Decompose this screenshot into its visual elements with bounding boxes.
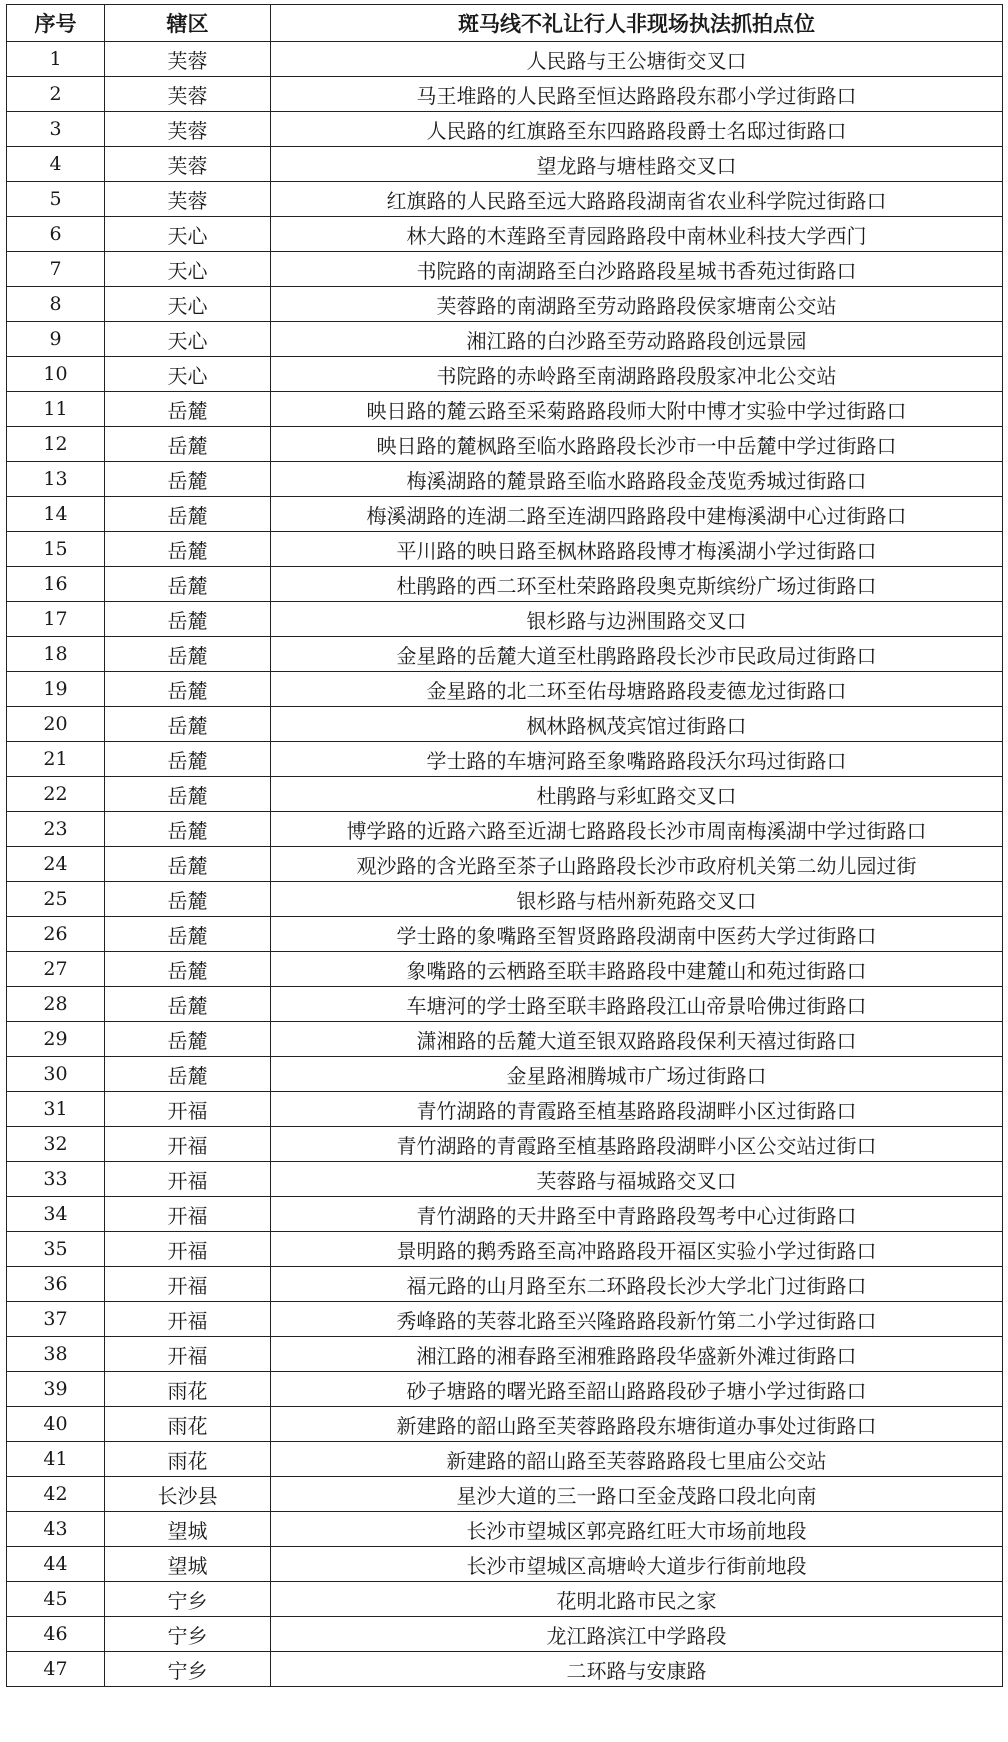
row-serial-number: 17 bbox=[7, 602, 105, 637]
row-district: 岳麓 bbox=[105, 742, 271, 777]
row-serial-number: 15 bbox=[7, 532, 105, 567]
row-district: 芙蓉 bbox=[105, 42, 271, 77]
row-district: 天心 bbox=[105, 252, 271, 287]
row-location: 青竹湖路的青霞路至植基路路段湖畔小区公交站过街口 bbox=[271, 1127, 1003, 1162]
row-serial-number: 28 bbox=[7, 987, 105, 1022]
table-row bbox=[7, 812, 1003, 847]
row-location: 长沙市望城区高塘岭大道步行街前地段 bbox=[271, 1547, 1003, 1582]
table-row bbox=[7, 777, 1003, 812]
row-district: 岳麓 bbox=[105, 707, 271, 742]
row-district: 开福 bbox=[105, 1127, 271, 1162]
row-district: 开福 bbox=[105, 1197, 271, 1232]
table-row bbox=[7, 847, 1003, 882]
row-serial-number: 4 bbox=[7, 147, 105, 182]
row-district: 开福 bbox=[105, 1302, 271, 1337]
row-district: 岳麓 bbox=[105, 567, 271, 602]
row-district: 开福 bbox=[105, 1092, 271, 1127]
row-district: 宁乡 bbox=[105, 1617, 271, 1652]
row-location: 银杉路与边洲围路交叉口 bbox=[271, 602, 1003, 637]
row-location: 象嘴路的云栖路至联丰路路段中建麓山和苑过街路口 bbox=[271, 952, 1003, 987]
row-serial-number: 19 bbox=[7, 672, 105, 707]
row-district: 岳麓 bbox=[105, 672, 271, 707]
row-district: 岳麓 bbox=[105, 497, 271, 532]
table-row bbox=[7, 1267, 1003, 1302]
table-row bbox=[7, 1512, 1003, 1547]
row-serial-number: 41 bbox=[7, 1442, 105, 1477]
row-serial-number: 1 bbox=[7, 42, 105, 77]
row-district: 天心 bbox=[105, 322, 271, 357]
table-row bbox=[7, 322, 1003, 357]
row-district: 宁乡 bbox=[105, 1652, 271, 1687]
row-location: 新建路的韶山路至芙蓉路路段东塘街道办事处过街路口 bbox=[271, 1407, 1003, 1442]
row-district: 开福 bbox=[105, 1337, 271, 1372]
row-serial-number: 45 bbox=[7, 1582, 105, 1617]
row-district: 岳麓 bbox=[105, 952, 271, 987]
row-location: 映日路的麓云路至采菊路路段师大附中博才实验中学过街路口 bbox=[271, 392, 1003, 427]
row-location: 望龙路与塘桂路交叉口 bbox=[271, 147, 1003, 182]
row-location: 杜鹃路与彩虹路交叉口 bbox=[271, 777, 1003, 812]
row-serial-number: 26 bbox=[7, 917, 105, 952]
row-location: 砂子塘路的曙光路至韶山路路段砂子塘小学过街路口 bbox=[271, 1372, 1003, 1407]
row-location: 人民路的红旗路至东四路路段爵士名邸过街路口 bbox=[271, 112, 1003, 147]
row-district: 芙蓉 bbox=[105, 112, 271, 147]
row-serial-number: 43 bbox=[7, 1512, 105, 1547]
table-row bbox=[7, 392, 1003, 427]
row-serial-number: 7 bbox=[7, 252, 105, 287]
row-location: 博学路的近路六路至近湖七路路段长沙市周南梅溪湖中学过街路口 bbox=[271, 812, 1003, 847]
table-row bbox=[7, 182, 1003, 217]
row-serial-number: 5 bbox=[7, 182, 105, 217]
table-row bbox=[7, 497, 1003, 532]
row-location: 梅溪湖路的连湖二路至连湖四路路段中建梅溪湖中心过街路口 bbox=[271, 497, 1003, 532]
row-district: 天心 bbox=[105, 287, 271, 322]
row-district: 岳麓 bbox=[105, 812, 271, 847]
row-serial-number: 33 bbox=[7, 1162, 105, 1197]
row-district: 长沙县 bbox=[105, 1477, 271, 1512]
row-serial-number: 31 bbox=[7, 1092, 105, 1127]
table-row bbox=[7, 287, 1003, 322]
row-serial-number: 34 bbox=[7, 1197, 105, 1232]
table-header bbox=[7, 5, 1003, 42]
row-location: 金星路的岳麓大道至杜鹃路路段长沙市民政局过街路口 bbox=[271, 637, 1003, 672]
table-row bbox=[7, 532, 1003, 567]
row-location: 学士路的象嘴路至智贤路路段湖南中医药大学过街路口 bbox=[271, 917, 1003, 952]
row-location: 金星路湘腾城市广场过街路口 bbox=[271, 1057, 1003, 1092]
table-row bbox=[7, 1652, 1003, 1687]
row-location: 枫林路枫茂宾馆过街路口 bbox=[271, 707, 1003, 742]
row-location: 银杉路与桔州新苑路交叉口 bbox=[271, 882, 1003, 917]
row-district: 岳麓 bbox=[105, 462, 271, 497]
row-location: 长沙市望城区郭亮路红旺大市场前地段 bbox=[271, 1512, 1003, 1547]
row-location: 景明路的鹅秀路至高冲路路段开福区实验小学过街路口 bbox=[271, 1232, 1003, 1267]
row-location: 潇湘路的岳麓大道至银双路路段保利天禧过街路口 bbox=[271, 1022, 1003, 1057]
row-district: 岳麓 bbox=[105, 637, 271, 672]
row-serial-number: 6 bbox=[7, 217, 105, 252]
row-location: 湘江路的白沙路至劳动路路段创远景园 bbox=[271, 322, 1003, 357]
row-serial-number: 25 bbox=[7, 882, 105, 917]
row-location: 二环路与安康路 bbox=[271, 1652, 1003, 1687]
row-location: 映日路的麓枫路至临水路路段长沙市一中岳麓中学过街路口 bbox=[271, 427, 1003, 462]
table-row bbox=[7, 1372, 1003, 1407]
row-location: 车塘河的学士路至联丰路路段江山帝景哈佛过街路口 bbox=[271, 987, 1003, 1022]
row-location: 学士路的车塘河路至象嘴路路段沃尔玛过街路口 bbox=[271, 742, 1003, 777]
row-serial-number: 27 bbox=[7, 952, 105, 987]
row-serial-number: 13 bbox=[7, 462, 105, 497]
table-row bbox=[7, 917, 1003, 952]
table-row bbox=[7, 987, 1003, 1022]
enforcement-points-sheet bbox=[6, 4, 1002, 1687]
row-serial-number: 12 bbox=[7, 427, 105, 462]
table-row bbox=[7, 882, 1003, 917]
row-location: 湘江路的湘春路至湘雅路路段华盛新外滩过街路口 bbox=[271, 1337, 1003, 1372]
row-district: 岳麓 bbox=[105, 917, 271, 952]
row-district: 开福 bbox=[105, 1162, 271, 1197]
row-location: 红旗路的人民路至远大路路段湖南省农业科学院过街路口 bbox=[271, 182, 1003, 217]
table-row bbox=[7, 1092, 1003, 1127]
row-district: 芙蓉 bbox=[105, 182, 271, 217]
table-row bbox=[7, 742, 1003, 777]
row-location: 杜鹃路的西二环至杜荣路路段奥克斯缤纷广场过街路口 bbox=[271, 567, 1003, 602]
row-district: 雨花 bbox=[105, 1442, 271, 1477]
row-district: 岳麓 bbox=[105, 847, 271, 882]
table-row bbox=[7, 112, 1003, 147]
row-serial-number: 14 bbox=[7, 497, 105, 532]
row-serial-number: 40 bbox=[7, 1407, 105, 1442]
table-row bbox=[7, 952, 1003, 987]
row-serial-number: 11 bbox=[7, 392, 105, 427]
row-location: 马王堆路的人民路至恒达路路段东郡小学过街路口 bbox=[271, 77, 1003, 112]
table-row bbox=[7, 1057, 1003, 1092]
table-row bbox=[7, 252, 1003, 287]
row-district: 岳麓 bbox=[105, 987, 271, 1022]
row-district: 望城 bbox=[105, 1512, 271, 1547]
row-serial-number: 3 bbox=[7, 112, 105, 147]
row-serial-number: 46 bbox=[7, 1617, 105, 1652]
table-row bbox=[7, 42, 1003, 77]
row-district: 岳麓 bbox=[105, 882, 271, 917]
table-row bbox=[7, 1162, 1003, 1197]
row-district: 开福 bbox=[105, 1267, 271, 1302]
table-row bbox=[7, 672, 1003, 707]
table-row bbox=[7, 602, 1003, 637]
row-serial-number: 21 bbox=[7, 742, 105, 777]
row-location: 秀峰路的芙蓉北路至兴隆路路段新竹第二小学过街路口 bbox=[271, 1302, 1003, 1337]
row-district: 岳麓 bbox=[105, 532, 271, 567]
row-serial-number: 8 bbox=[7, 287, 105, 322]
table-row bbox=[7, 217, 1003, 252]
row-district: 天心 bbox=[105, 217, 271, 252]
row-serial-number: 42 bbox=[7, 1477, 105, 1512]
header-location: 斑马线不礼让行人非现场执法抓拍点位 bbox=[271, 5, 1003, 42]
table-row bbox=[7, 707, 1003, 742]
table-row bbox=[7, 357, 1003, 392]
table-row bbox=[7, 1617, 1003, 1652]
row-serial-number: 18 bbox=[7, 637, 105, 672]
table-row bbox=[7, 1547, 1003, 1582]
row-district: 芙蓉 bbox=[105, 77, 271, 112]
row-location: 人民路与王公塘街交叉口 bbox=[271, 42, 1003, 77]
row-location: 新建路的韶山路至芙蓉路路段七里庙公交站 bbox=[271, 1442, 1003, 1477]
row-serial-number: 47 bbox=[7, 1652, 105, 1687]
row-serial-number: 29 bbox=[7, 1022, 105, 1057]
table-row bbox=[7, 567, 1003, 602]
row-serial-number: 24 bbox=[7, 847, 105, 882]
row-district: 宁乡 bbox=[105, 1582, 271, 1617]
row-district: 岳麓 bbox=[105, 427, 271, 462]
table-row bbox=[7, 77, 1003, 112]
row-location: 芙蓉路的南湖路至劳动路路段侯家塘南公交站 bbox=[271, 287, 1003, 322]
table-row bbox=[7, 1232, 1003, 1267]
row-serial-number: 9 bbox=[7, 322, 105, 357]
row-serial-number: 35 bbox=[7, 1232, 105, 1267]
row-location: 金星路的北二环至佑母塘路路段麦德龙过街路口 bbox=[271, 672, 1003, 707]
header-row bbox=[7, 5, 1003, 42]
table-row bbox=[7, 462, 1003, 497]
row-serial-number: 37 bbox=[7, 1302, 105, 1337]
row-district: 岳麓 bbox=[105, 777, 271, 812]
table-row bbox=[7, 1582, 1003, 1617]
row-location: 书院路的南湖路至白沙路路段星城书香苑过街路口 bbox=[271, 252, 1003, 287]
table-row bbox=[7, 1442, 1003, 1477]
row-location: 书院路的赤岭路至南湖路路段殷家冲北公交站 bbox=[271, 357, 1003, 392]
row-district: 开福 bbox=[105, 1232, 271, 1267]
row-district: 雨花 bbox=[105, 1372, 271, 1407]
row-serial-number: 30 bbox=[7, 1057, 105, 1092]
table-row bbox=[7, 1337, 1003, 1372]
row-district: 岳麓 bbox=[105, 1022, 271, 1057]
row-location: 芙蓉路与福城路交叉口 bbox=[271, 1162, 1003, 1197]
header-serial-number: 序号 bbox=[7, 5, 105, 42]
enforcement-points-table bbox=[6, 4, 1003, 1687]
header-district: 辖区 bbox=[105, 5, 271, 42]
row-location: 平川路的映日路至枫林路路段博才梅溪湖小学过街路口 bbox=[271, 532, 1003, 567]
row-serial-number: 39 bbox=[7, 1372, 105, 1407]
row-district: 芙蓉 bbox=[105, 147, 271, 182]
row-serial-number: 44 bbox=[7, 1547, 105, 1582]
row-serial-number: 38 bbox=[7, 1337, 105, 1372]
row-district: 岳麓 bbox=[105, 392, 271, 427]
row-serial-number: 36 bbox=[7, 1267, 105, 1302]
table-row bbox=[7, 1407, 1003, 1442]
table-row bbox=[7, 1022, 1003, 1057]
row-district: 岳麓 bbox=[105, 602, 271, 637]
row-location: 青竹湖路的青霞路至植基路路段湖畔小区过街路口 bbox=[271, 1092, 1003, 1127]
row-serial-number: 20 bbox=[7, 707, 105, 742]
row-location: 福元路的山月路至东二环路段长沙大学北门过街路口 bbox=[271, 1267, 1003, 1302]
table-row bbox=[7, 1197, 1003, 1232]
row-location: 花明北路市民之家 bbox=[271, 1582, 1003, 1617]
table-row bbox=[7, 427, 1003, 462]
row-location: 星沙大道的三一路口至金茂路口段北向南 bbox=[271, 1477, 1003, 1512]
table-body bbox=[7, 42, 1003, 1687]
row-serial-number: 23 bbox=[7, 812, 105, 847]
table-row bbox=[7, 1477, 1003, 1512]
row-location: 龙江路滨江中学路段 bbox=[271, 1617, 1003, 1652]
row-location: 林大路的木莲路至青园路路段中南林业科技大学西门 bbox=[271, 217, 1003, 252]
table-row bbox=[7, 637, 1003, 672]
row-district: 望城 bbox=[105, 1547, 271, 1582]
table-row bbox=[7, 147, 1003, 182]
row-location: 梅溪湖路的麓景路至临水路路段金茂览秀城过街路口 bbox=[271, 462, 1003, 497]
row-district: 岳麓 bbox=[105, 1057, 271, 1092]
row-serial-number: 2 bbox=[7, 77, 105, 112]
row-serial-number: 22 bbox=[7, 777, 105, 812]
table-row bbox=[7, 1127, 1003, 1162]
row-location: 青竹湖路的天井路至中青路路段驾考中心过街路口 bbox=[271, 1197, 1003, 1232]
row-location: 观沙路的含光路至茶子山路路段长沙市政府机关第二幼儿园过街 bbox=[271, 847, 1003, 882]
row-district: 雨花 bbox=[105, 1407, 271, 1442]
row-serial-number: 32 bbox=[7, 1127, 105, 1162]
table-row bbox=[7, 1302, 1003, 1337]
row-district: 天心 bbox=[105, 357, 271, 392]
row-serial-number: 10 bbox=[7, 357, 105, 392]
row-serial-number: 16 bbox=[7, 567, 105, 602]
